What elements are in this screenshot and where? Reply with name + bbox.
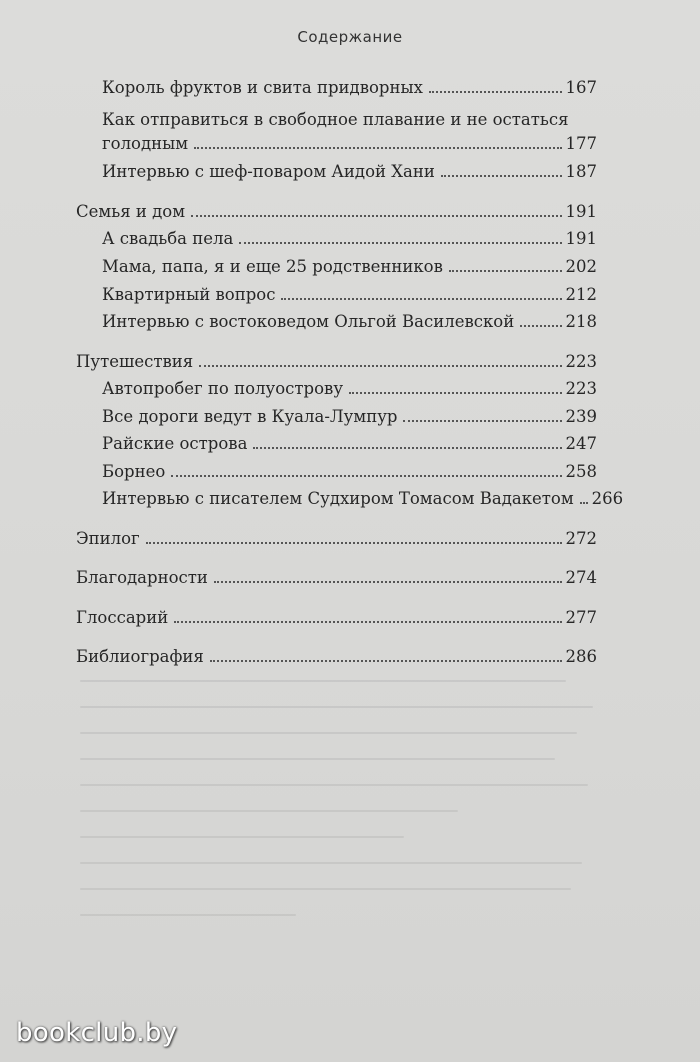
toc-leader-dots: [191, 215, 561, 217]
toc-entry-title-line2: голодным: [102, 134, 189, 153]
toc-entry: [102, 78, 597, 98]
toc-entry: [102, 285, 597, 305]
show-through-text: [80, 680, 620, 980]
toc-entry-title: Квартирный вопрос: [102, 285, 276, 304]
toc-entry-page: 177: [565, 134, 597, 153]
toc-section: [76, 568, 597, 588]
toc-leader-dots: [174, 621, 561, 623]
toc-entry-title: Борнео: [102, 462, 166, 481]
toc-leader-dots: [281, 298, 561, 300]
toc-section: [76, 529, 597, 549]
toc-section: [76, 202, 597, 222]
toc-leader-dots: [210, 660, 562, 662]
toc-entry: [102, 489, 624, 509]
toc-section-page: 272: [565, 529, 597, 548]
toc-leader-dots: [253, 447, 561, 449]
toc-leader-dots: [349, 392, 561, 394]
toc-leader-dots: [214, 581, 562, 583]
toc-leader-dots: [441, 175, 562, 177]
site-watermark: bookclub.by: [16, 1018, 178, 1048]
toc-leader-dots: [520, 325, 561, 327]
toc-entry-page: 239: [565, 407, 597, 426]
toc-entry-page: 247: [565, 434, 597, 453]
toc-entry-title: Все дороги ведут в Куала-Лумпур: [102, 407, 398, 426]
toc-section-page: 191: [565, 202, 597, 221]
toc-section: [76, 352, 597, 372]
toc-entry: [102, 134, 597, 154]
toc-entry-page: 218: [565, 312, 597, 331]
toc-entry-title: Интервью с востоковедом Ольгой Василевской: [102, 312, 515, 331]
toc-section-page: 223: [565, 352, 597, 371]
toc-entry-page: 266: [591, 489, 624, 508]
toc-entry-title: Король фруктов и свита придворных: [102, 78, 423, 97]
toc-entry: [102, 312, 597, 332]
toc-leader-dots: [403, 420, 561, 422]
toc-section-title: Семья и дом: [76, 202, 186, 221]
toc-leader-dots: [449, 270, 562, 272]
toc-leader-dots: [239, 242, 561, 244]
toc-section-title: Благодарности: [76, 568, 208, 587]
toc-entry-page: 258: [565, 462, 597, 481]
toc-entry: [102, 162, 597, 182]
toc-entry: [102, 379, 597, 399]
toc-entry-title: Интервью с шеф-поваром Аидой Хани: [102, 162, 435, 181]
toc-leader-dots: [429, 91, 562, 93]
toc-entry-title: Райские острова: [102, 434, 248, 453]
toc-entry-page: 191: [565, 229, 597, 248]
toc-entry: [102, 434, 597, 454]
toc-entry-page: 167: [565, 78, 597, 97]
toc-leader-dots: [146, 542, 562, 544]
toc-entry-page: 223: [565, 379, 597, 398]
toc-section-title: Библиография: [76, 647, 204, 666]
toc-section-page: 277: [565, 608, 597, 627]
toc-entry-page: 202: [565, 257, 597, 276]
toc-entry-page: 212: [565, 285, 597, 304]
toc-leader-dots: [199, 365, 561, 367]
toc-section-title: Путешествия: [76, 352, 194, 371]
toc-section-title: Эпилог: [76, 529, 140, 548]
page-header: Содержание: [297, 28, 403, 46]
toc-leader-dots: [171, 475, 561, 477]
toc-section-page: 286: [565, 647, 597, 666]
toc-entry-page: 187: [565, 162, 597, 181]
toc-leader-dots: [580, 502, 588, 504]
toc-entry-title: Автопробег по полуострову: [102, 379, 344, 398]
toc-entry-title-line1: Как отправиться в свободное плавание и не остаться: [102, 110, 569, 129]
toc-entry: [102, 407, 597, 427]
toc-section: [76, 608, 597, 628]
toc-entry-title: Мама, папа, я и еще 25 родственников: [102, 257, 443, 276]
toc-entry: [102, 229, 597, 249]
toc-section: [76, 647, 597, 667]
toc-leader-dots: [194, 147, 561, 149]
toc-entry-title: Интервью с писателем Судхиром Томасом Вадакетом: [102, 489, 574, 508]
toc-entry: [102, 462, 597, 482]
toc-section-title: Глоссарий: [76, 608, 169, 627]
toc-section-page: 274: [565, 568, 597, 587]
toc-entry: [102, 257, 597, 277]
toc-entry-title: А свадьба пела: [102, 229, 234, 248]
